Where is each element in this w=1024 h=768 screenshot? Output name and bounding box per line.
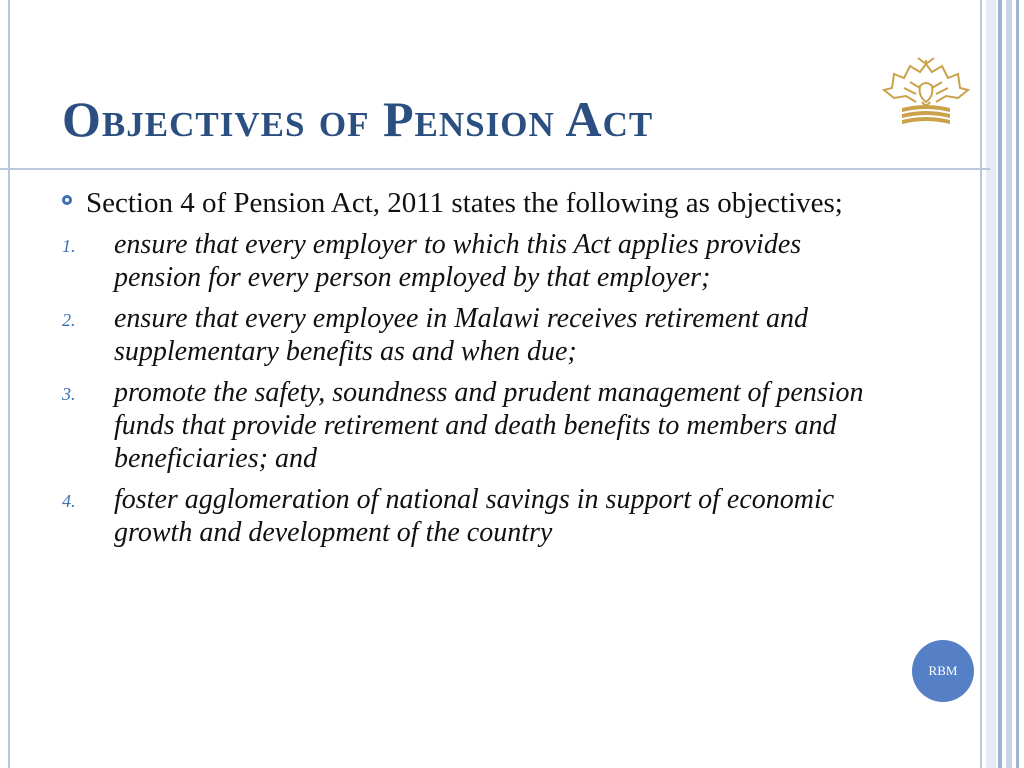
list-item	[62, 302, 902, 368]
slide-body	[62, 186, 902, 557]
intro-text: Section 4 of Pension Act, 2011 states the following as objectives;	[86, 187, 843, 219]
list-item-number: 4.	[62, 491, 76, 511]
list-item-number: 2.	[62, 310, 76, 330]
title-divider	[0, 168, 990, 170]
list-item	[62, 376, 902, 475]
list-item-text: ensure that every employer to which this Act applies provides pension for every person employed by that employer;	[114, 229, 816, 293]
intro-bullet	[62, 186, 902, 220]
left-frame-line	[8, 0, 10, 768]
list-item	[62, 483, 902, 549]
rbm-badge: RBM	[912, 640, 974, 702]
list-item-text: foster agglomeration of national savings in support of economic growth and development of the country	[114, 484, 842, 548]
slide-title: Objectives of Pension Act	[62, 91, 654, 147]
list-item-text: promote the safety, soundness and prudent management of pension funds that provide retirement and death benefits to members and beneficiaries; and	[114, 377, 871, 474]
right-frame-stripes	[980, 0, 1024, 768]
circle-bullet-icon	[62, 195, 72, 205]
objectives-list	[62, 228, 902, 549]
list-item-text: ensure that every employee in Malawi receives retirement and supplementary benefits as and when due;	[114, 303, 816, 367]
list-item-number: 1.	[62, 236, 76, 256]
list-item	[62, 228, 902, 294]
list-item-number: 3.	[62, 384, 76, 404]
eagle-crest-icon	[880, 56, 972, 132]
